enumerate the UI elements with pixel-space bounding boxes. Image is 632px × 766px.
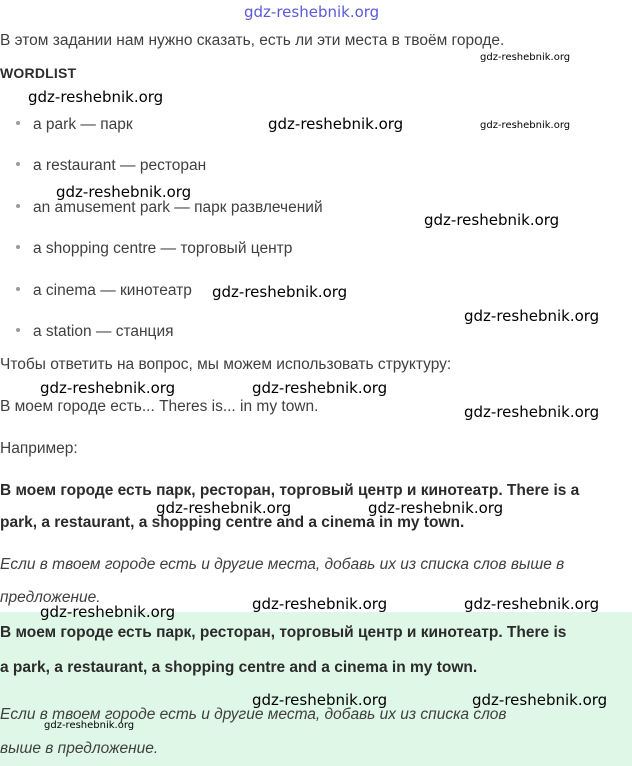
watermark: gdz-reshebnik.org	[156, 499, 292, 517]
example-note-2: предложение.	[0, 589, 101, 606]
watermark: gdz-reshebnik.org	[28, 88, 164, 106]
answer-line-2: a park, a restaurant, a shopping centre and a cinema in my town.	[0, 659, 478, 676]
answer-line-1: В моем городе есть парк, ресторан, торговый центр и кинотеатр. There is	[0, 624, 567, 641]
watermark: gdz-reshebnik.org	[424, 211, 560, 229]
answer-note-2: выше в предложение.	[0, 740, 159, 757]
watermark: gdz-reshebnik.org	[464, 595, 600, 613]
watermark: gdz-reshebnik.org	[252, 379, 388, 397]
wordlist-heading: WORDLIST	[0, 65, 77, 81]
structure-pattern: В моем городе есть... Theres is... in my town.	[0, 398, 319, 415]
example-line-1: В моем городе есть парк, ресторан, торговый центр и кинотеатр. There is a	[0, 482, 580, 499]
watermark: gdz-reshebnik.org	[212, 283, 348, 301]
watermark: gdz-reshebnik.org	[40, 379, 176, 397]
watermark: gdz-reshebnik.org	[368, 499, 504, 517]
watermark: gdz-reshebnik.org	[472, 691, 608, 709]
watermark-top: gdz-reshebnik.org	[244, 3, 380, 21]
watermark: gdz-reshebnik.org	[464, 307, 600, 325]
intro-text: В этом задании нам нужно сказать, есть ли эти места в твоём городе.	[0, 32, 505, 49]
watermark: gdz-reshebnik.org	[56, 183, 192, 201]
watermark: gdz-reshebnik.org	[480, 52, 571, 63]
bullet-icon	[16, 162, 20, 166]
list-item: a restaurant — ресторан	[16, 157, 206, 175]
example-label: Например:	[0, 440, 78, 457]
answer-box	[0, 612, 632, 766]
watermark: gdz-reshebnik.org	[268, 115, 404, 133]
bullet-icon	[16, 121, 20, 125]
watermark: gdz-reshebnik.org	[44, 720, 135, 731]
watermark: gdz-reshebnik.org	[40, 603, 176, 621]
bullet-icon	[16, 287, 20, 291]
list-item: a cinema — кинотеатр	[16, 282, 192, 300]
structure-lead: Чтобы ответить на вопрос, мы можем использовать структуру:	[0, 356, 452, 373]
watermark: gdz-reshebnik.org	[252, 595, 388, 613]
example-note-1: Если в твоем городе есть и другие места, добавь их из списка слов выше в	[0, 556, 565, 573]
bullet-icon	[16, 245, 20, 249]
list-item: a shopping centre — торговый центр	[16, 240, 292, 258]
list-item: a park — парк	[16, 116, 133, 134]
list-item: an amusement park — парк развлечений	[16, 199, 323, 217]
bullet-icon	[16, 204, 20, 208]
watermark: gdz-reshebnik.org	[464, 403, 600, 421]
example-line-2: park, a restaurant, a shopping centre and a cinema in my town.	[0, 514, 465, 531]
watermark: gdz-reshebnik.org	[480, 120, 571, 131]
list-item: a station — станция	[16, 323, 174, 341]
watermark: gdz-reshebnik.org	[252, 691, 388, 709]
answer-note-1: Если в твоем городе есть и другие места, добавь их из списка слов	[0, 706, 507, 723]
bullet-icon	[16, 328, 20, 332]
